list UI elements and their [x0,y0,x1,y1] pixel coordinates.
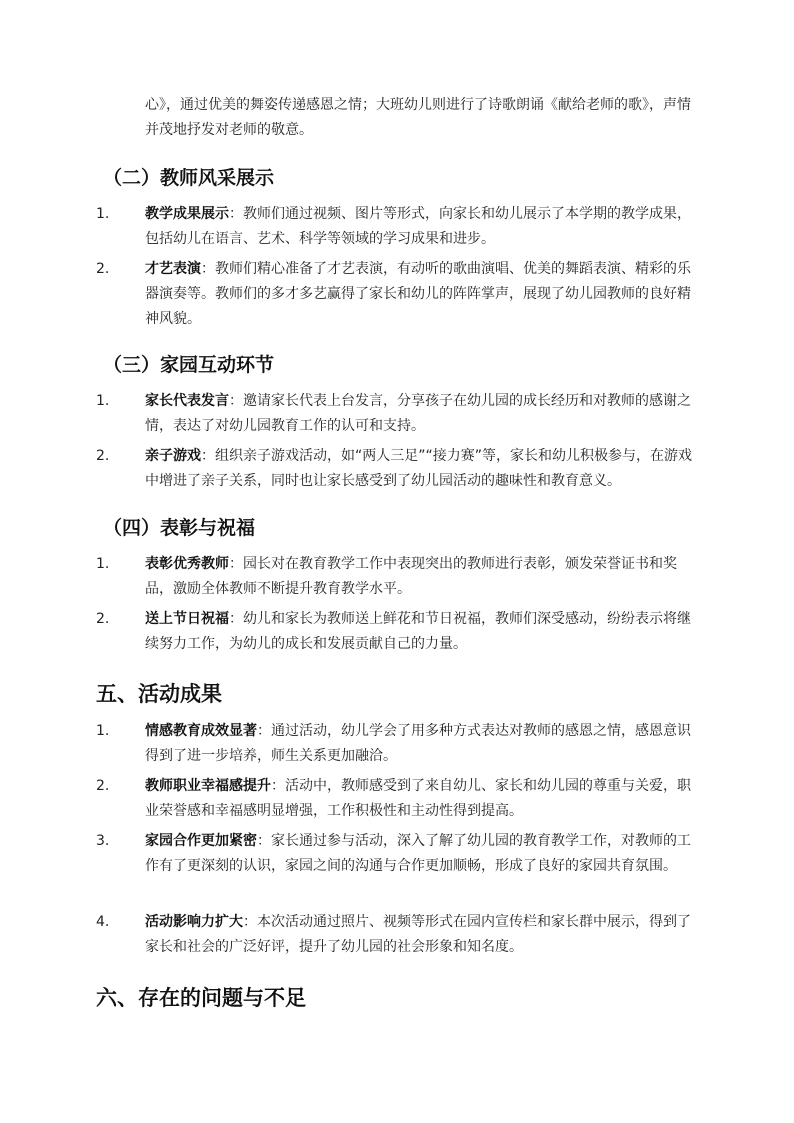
list-number: 2. [96,611,110,627]
list-item-title: 送上节日祝福 [145,611,229,627]
list-text [145,774,700,824]
list-text [145,257,700,332]
heading-activity-results: 五、活动成果 [96,682,222,706]
list-item-title: 亲子游戏 [145,448,201,464]
list-item-body: ：活动中，教师感受到了来自幼儿、家长和幼儿园的尊重与关爱，职业荣誉感和幸福感明显增强，工作积极性和主动性得到提高。 [145,778,691,819]
list-number: 1. [96,556,110,572]
list-item-body: ：园长对在教育教学工作中表现突出的教师进行表彰，颁发荣誉证书和奖品，激励全体教师不断提升教育教学水平。 [145,556,677,597]
list-item-body: ：本次活动通过照片、视频等形式在园内宣传栏和家长群中展示，得到了家长和社会的广泛好评，提升了幼儿园的社会形象和知名度。 [145,914,691,955]
list-item-title: 表彰优秀教师 [145,556,229,572]
list-text [145,607,700,657]
continuation-paragraph: 心》，通过优美的舞姿传递感恩之情；大班幼儿则进行了诗歌朗诵《献给老师的歌》，声情并茂地抒发对老师的敬意。 [145,97,691,138]
list-text [145,552,700,602]
list-item-body: ：教师们精心准备了才艺表演，有动听的歌曲演唱、优美的舞蹈表演、精彩的乐器演奏等。教师们的多才多艺赢得了家长和幼儿的阵阵掌声，展现了幼儿园教师的良好精神风貌。 [145,261,691,327]
list-item-body: ：组织亲子游戏活动，如“两人三足”“接力赛”等，家长和幼儿积极参与，在游戏中增进了亲子关系，同时也让家长感受到了幼儿园活动的趣味性和教育意义。 [145,448,693,489]
list-item-title: 教学成果展示 [145,206,229,222]
list-text [145,829,700,879]
list-number: 2. [96,448,110,464]
heading-awards-blessings: （四）表彰与祝福 [103,517,256,539]
list-item-body: ：教师们通过视频、图片等形式，向家长和幼儿展示了本学期的教学成果，包括幼儿在语言、艺术、科学等领域的学习成果和进步。 [145,206,691,247]
list-text [145,719,700,769]
list-item-body: ：通过活动，幼儿学会了用多种方式表达对教师的感恩之情，感恩意识得到了进一步培养，师生关系更加融洽。 [145,723,691,764]
list-item-body: ：幼儿和家长为教师送上鲜花和节日祝福，教师们深受感动，纷纷表示将继续努力工作，为幼儿的成长和发展贡献自己的力量。 [145,611,691,652]
list-number: 2. [96,261,110,277]
list-number: 3. [96,833,110,849]
list-item-title: 情感教育成效显著 [145,723,257,739]
list-item-title: 活动影响力扩大 [145,914,243,930]
list-text [145,444,700,494]
list-number: 2. [96,778,110,794]
list-text [145,202,700,252]
list-number: 1. [96,723,110,739]
list-item-title: 家长代表发言 [145,393,229,409]
list-item-body: ：家长通过参与活动，深入了解了幼儿园的教育教学工作，对教师的工作有了更深刻的认识，家园之间的沟通与合作更加顺畅，形成了良好的家园共育氛围。 [145,833,691,874]
list-number: 1. [96,206,110,222]
list-number: 4. [96,914,110,930]
heading-teacher-showcase: （二）教师风采展示 [103,167,275,189]
list-text [145,910,700,960]
list-item-body: ：邀请家长代表上台发言，分享孩子在幼儿园的成长经历和对教师的感谢之情，表达了对幼儿园教育工作的认可和支持。 [145,393,691,434]
heading-problems-shortcomings: 六、存在的问题与不足 [96,986,306,1010]
list-item-title: 教师职业幸福感提升 [145,778,271,794]
list-number: 1. [96,393,110,409]
heading-home-school-interaction: （三）家园互动环节 [103,354,275,376]
list-text [145,389,700,439]
list-item-title: 家园合作更加紧密 [145,833,257,849]
list-item-title: 才艺表演 [145,261,201,277]
